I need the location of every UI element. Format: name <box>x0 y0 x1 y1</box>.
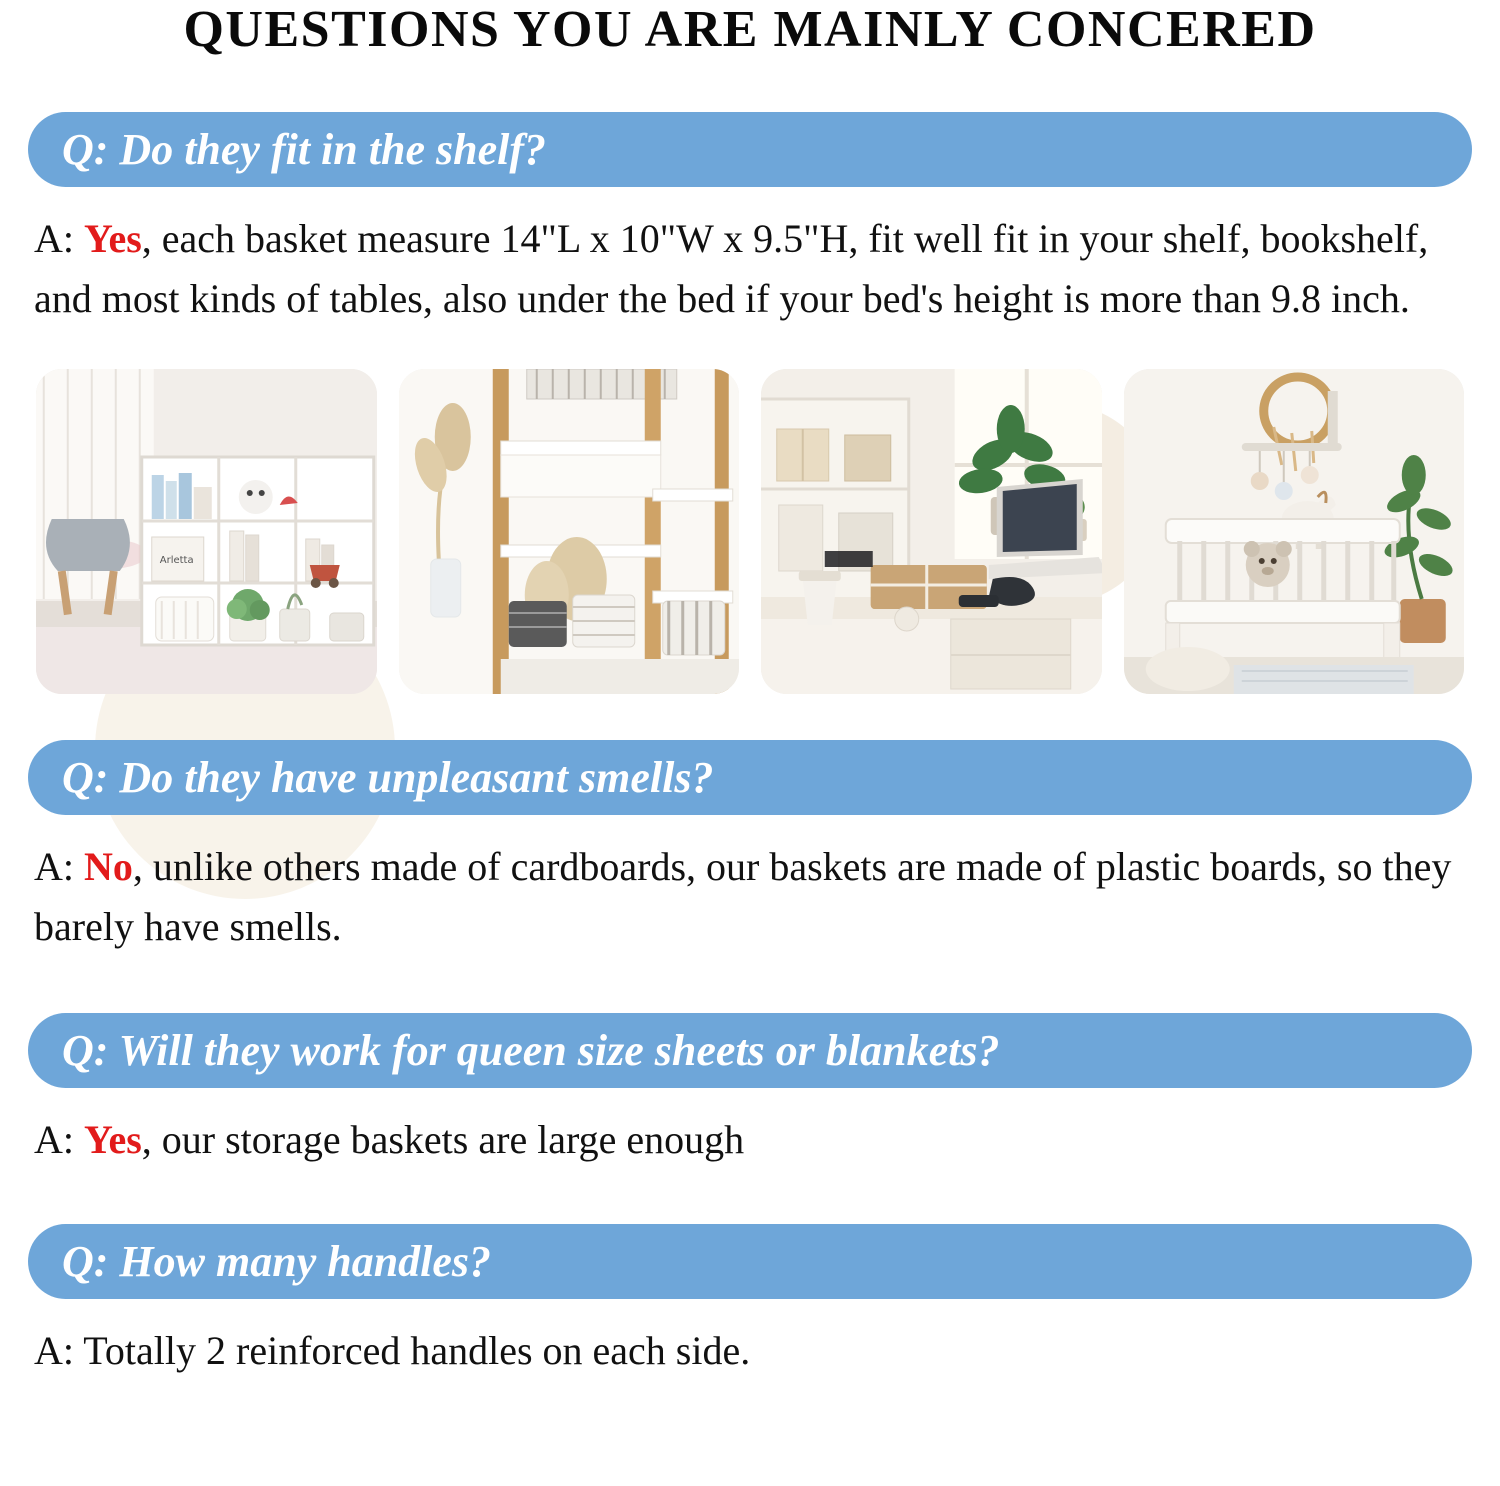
answer-highlight: Yes <box>84 1117 142 1162</box>
faq-question-4: Q: How many handles? <box>28 1224 1472 1299</box>
svg-text:Arletta: Arletta <box>159 555 194 566</box>
gallery-image-white-cube-shelf-with-baskets-and-grey-chair <box>36 369 377 694</box>
gallery-image-wooden-ladder-shelf-with-woven-baskets <box>399 369 740 694</box>
answer-highlight: No <box>84 844 133 889</box>
faq-question-3: Q: Will they work for queen size sheets or blankets? <box>28 1013 1472 1088</box>
answer-rest: , unlike others made of cardboards, our baskets are made of plastic boards, so they barely have smells. <box>34 844 1452 949</box>
answer-prefix: A: <box>34 844 84 889</box>
answer-rest: , our storage baskets are large enough <box>141 1117 745 1162</box>
gallery-image-nursery-white-crib-with-mobile-and-plant <box>1124 369 1465 694</box>
faq-answer-4 <box>34 1321 1466 1381</box>
answer-highlight: Yes <box>84 216 142 261</box>
gallery-image-home-office-desk-with-laptop-and-plant <box>761 369 1102 694</box>
faq-question-2: Q: Do they have unpleasant smells? <box>28 740 1472 815</box>
answer-prefix: A: <box>34 1117 84 1162</box>
answer-prefix: A: Totally 2 reinforced handles on each side. <box>34 1328 751 1373</box>
faq-question-1: Q: Do they fit in the shelf? <box>28 112 1472 187</box>
faq-answer-1 <box>34 209 1466 329</box>
faq-page <box>0 1 1500 1486</box>
faq-answer-3 <box>34 1110 1466 1170</box>
answer-prefix: A: <box>34 216 84 261</box>
answer-rest: , each basket measure 14"L x 10"W x 9.5"H, fit well fit in your shelf, bookshelf, and most kinds of tables, also under the bed if your bed's height is more than 9.8 inch. <box>34 216 1429 321</box>
image-gallery <box>36 369 1464 694</box>
page-title: QUESTIONS YOU ARE MAINLY CONCERED <box>183 1 1317 58</box>
faq-answer-2 <box>34 837 1466 957</box>
